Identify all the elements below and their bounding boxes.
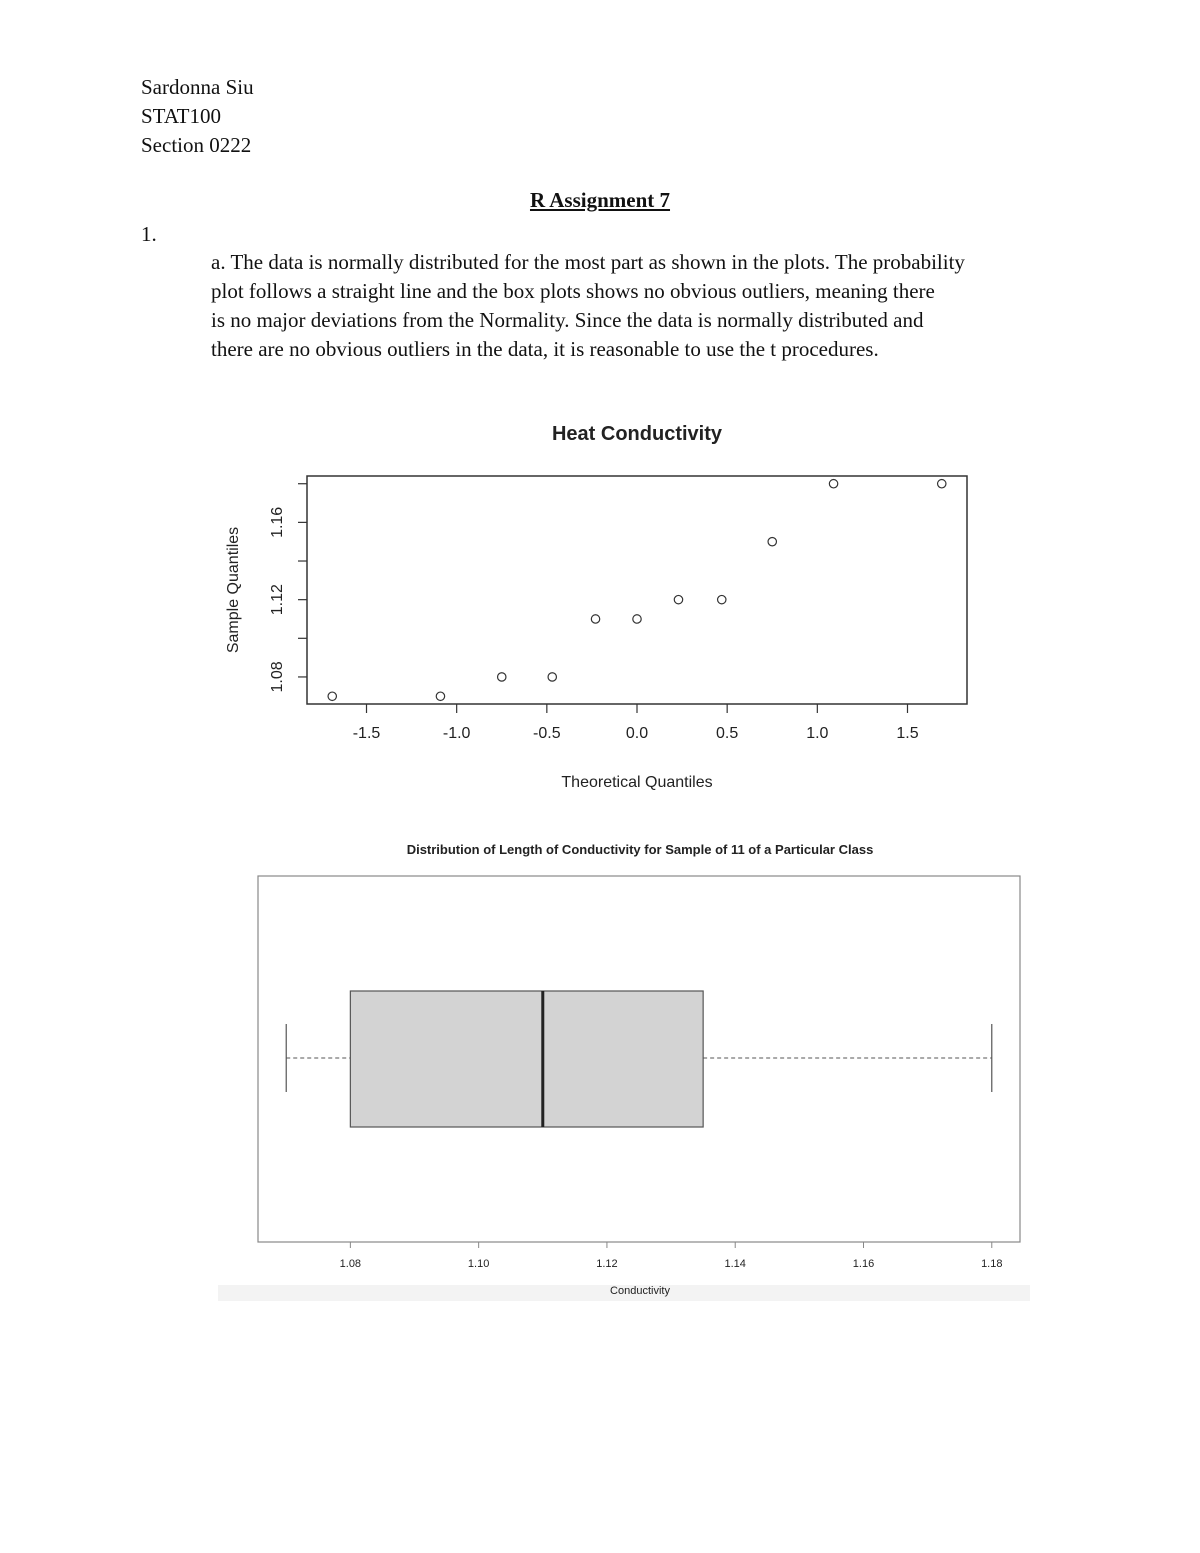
answer-line: is no major deviations from the Normality. Since the data is normally distributed and	[211, 308, 924, 332]
qq-point	[328, 692, 336, 700]
qq-y-axis-label: Sample Quantiles	[225, 526, 242, 654]
course-code: STAT100	[141, 104, 221, 128]
qq-x-tick-label: 1.0	[806, 725, 829, 742]
qq-point	[548, 673, 556, 681]
box-x-tick-label: 1.16	[852, 1258, 875, 1270]
qq-title: Heat Conductivity	[551, 423, 723, 445]
qq-x-tick-label: -1.0	[442, 725, 471, 742]
question-number: 1.	[141, 222, 157, 246]
answer-paragraph	[211, 248, 1071, 364]
qq-point	[938, 480, 946, 488]
qq-y-tick-label: 1.16	[269, 506, 286, 538]
box-title: Distribution of Length of Conductivity for Sample of 11 of a Particular Class	[406, 842, 874, 857]
qq-point	[498, 673, 506, 681]
qq-point	[718, 595, 726, 603]
qq-point	[829, 480, 837, 488]
box-x-tick-label: 1.08	[339, 1258, 362, 1270]
qq-x-tick-label: -0.5	[533, 725, 561, 742]
answer-line: there are no obvious outliers in the data, it is reasonable to use the t procedures.	[211, 337, 879, 361]
qq-x-tick-label: 0.0	[625, 725, 649, 742]
box-x-axis-label: Conductivity	[610, 1285, 670, 1297]
qq-point	[436, 692, 444, 700]
qq-x-tick-label: 0.5	[716, 725, 739, 742]
box-x-tick-label: 1.12	[596, 1258, 618, 1270]
box-x-tick-label: 1.10	[467, 1258, 490, 1270]
qq-point	[768, 537, 776, 545]
page-title: R Assignment 7	[529, 188, 671, 212]
author-name: Sardonna Siu	[141, 75, 254, 99]
qq-x-tick-label: -1.5	[352, 725, 381, 742]
box-x-tick-label: 1.14	[724, 1258, 746, 1270]
box-plot	[0, 835, 1200, 1305]
section-number: Section 0222	[141, 133, 252, 157]
answer-line: plot follows a straight line and the box plots shows no obvious outliers, meaning there	[211, 279, 935, 303]
box-iqr	[350, 991, 703, 1127]
qq-y-tick-label: 1.12	[269, 584, 286, 616]
box-x-tick-label: 1.18	[981, 1258, 1003, 1270]
qq-plot-frame	[307, 476, 967, 704]
qq-point	[633, 615, 641, 623]
qq-point	[591, 615, 599, 623]
answer-line: a. The data is normally distributed for the most part as shown in the plots. The probability	[211, 250, 965, 274]
qq-x-axis-label: Theoretical Quantiles	[561, 774, 713, 791]
qq-point	[674, 595, 682, 603]
qq-y-tick-label: 1.08	[269, 661, 286, 693]
qq-plot	[0, 410, 1200, 810]
qq-x-tick-label: 1.5	[896, 725, 919, 742]
